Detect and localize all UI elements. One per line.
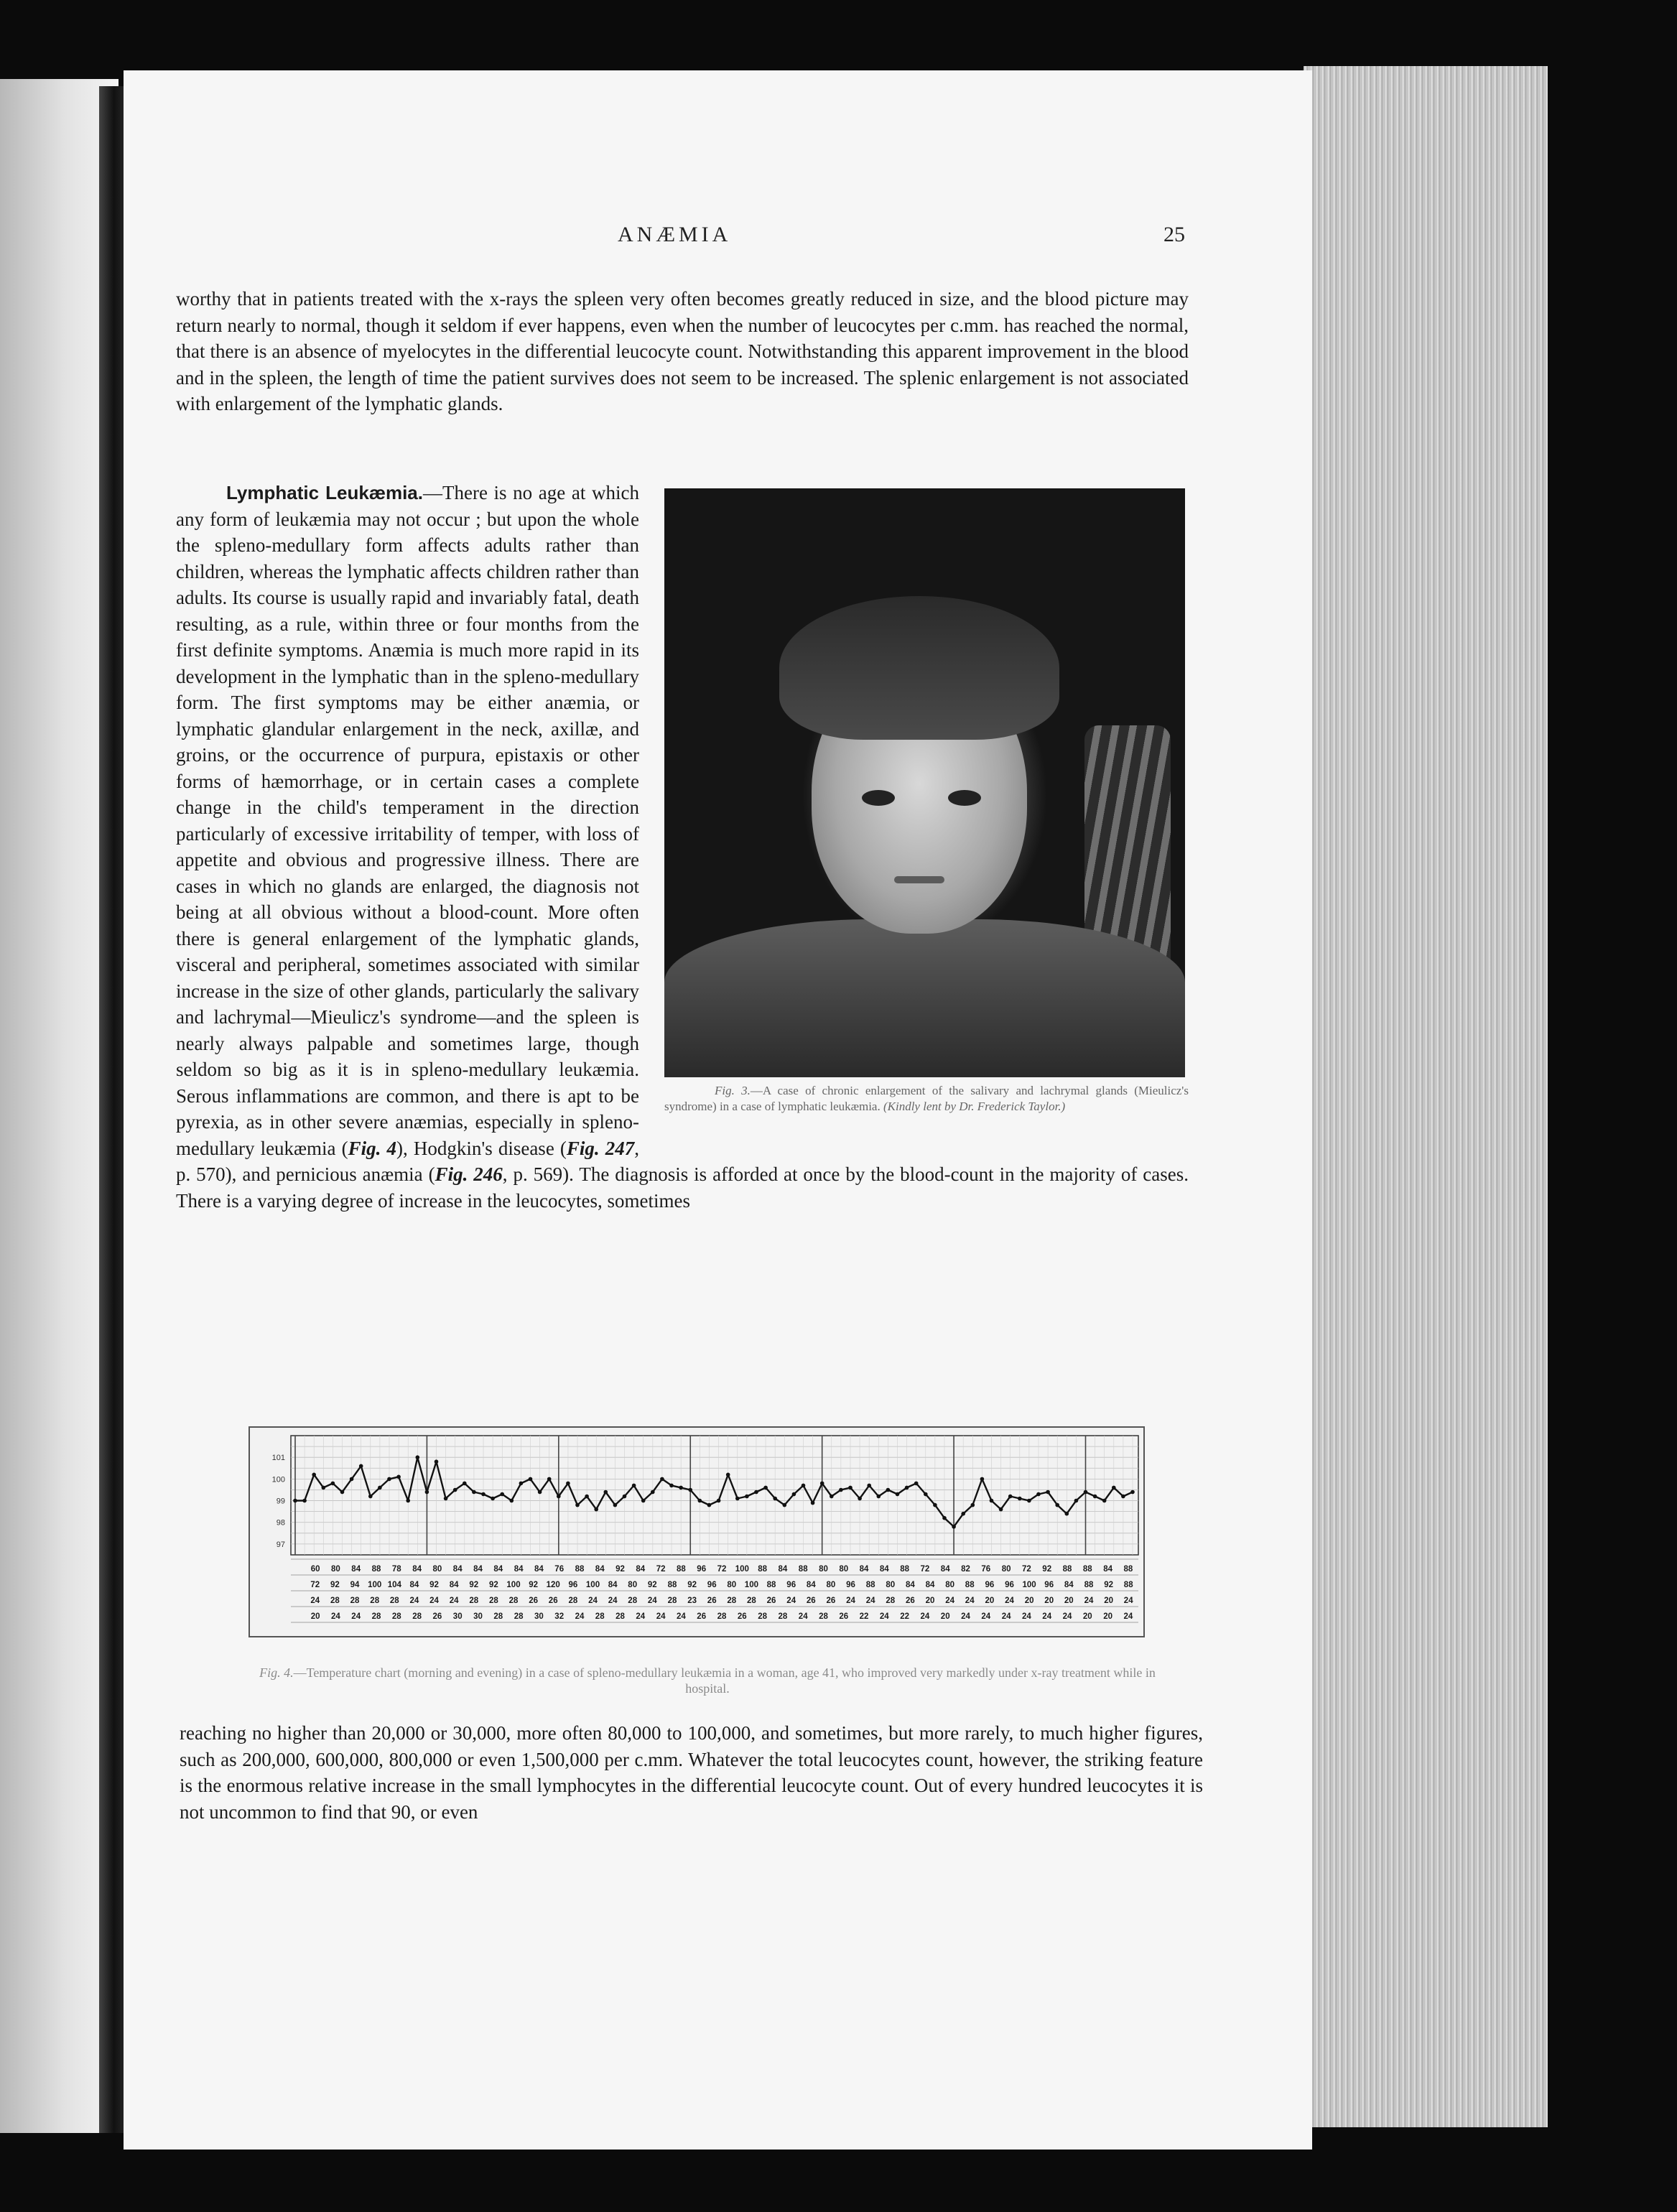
- running-head: ANÆMIA: [618, 223, 732, 246]
- table-cell: 28: [778, 1612, 788, 1621]
- data-point: [557, 1495, 561, 1499]
- table-cell: 88: [965, 1581, 975, 1589]
- table-cell: 28: [412, 1612, 422, 1621]
- table-cell: 26: [839, 1612, 849, 1621]
- data-point: [999, 1507, 1003, 1512]
- temperature-chart-svg: [248, 1426, 1146, 1641]
- data-point: [519, 1482, 524, 1486]
- table-cell: 26: [548, 1597, 558, 1605]
- table-cell: 24: [1022, 1612, 1031, 1621]
- table-cell: 92: [429, 1581, 439, 1589]
- figure-3-caption-label: Fig. 3.: [715, 1084, 751, 1097]
- figure-4-caption-text: —Temperature chart (morning and evening) in a case of spleno-medullary leukæmia in a woman, age 41, who improved very markedly under x-ray treatment while in hospital.: [293, 1665, 1156, 1696]
- data-point: [1008, 1495, 1013, 1499]
- table-cell: 24: [331, 1612, 340, 1621]
- data-point: [613, 1503, 618, 1507]
- y-tick-label: 100: [271, 1475, 285, 1484]
- table-cell: 26: [737, 1612, 747, 1621]
- table-cell: 28: [667, 1597, 677, 1605]
- table-cell: 92: [687, 1581, 697, 1589]
- table-cell: 84: [1103, 1565, 1112, 1574]
- table-cell: 88: [766, 1581, 776, 1589]
- data-point: [783, 1503, 787, 1507]
- table-cell: 92: [489, 1581, 498, 1589]
- table-cell: 24: [1084, 1597, 1094, 1605]
- table-cell: 22: [900, 1612, 909, 1621]
- table-cell: 24: [786, 1597, 796, 1605]
- table-cell: 92: [469, 1581, 479, 1589]
- table-cell: 28: [628, 1597, 638, 1605]
- data-point: [293, 1499, 297, 1503]
- book-gutter: [99, 86, 124, 2133]
- table-cell: 20: [310, 1612, 320, 1621]
- table-cell: 80: [432, 1565, 442, 1574]
- table-cell: 88: [677, 1565, 686, 1574]
- table-cell: 24: [575, 1612, 585, 1621]
- table-cell: 96: [1005, 1581, 1014, 1589]
- figure-3: [664, 488, 1189, 1149]
- data-point: [792, 1492, 796, 1497]
- table-cell: 24: [1005, 1597, 1014, 1605]
- data-point: [688, 1488, 692, 1492]
- page-number: 25: [1163, 223, 1185, 246]
- table-cell: 84: [409, 1581, 419, 1589]
- table-cell: 24: [449, 1597, 459, 1605]
- data-point: [575, 1503, 580, 1507]
- data-point: [378, 1486, 382, 1490]
- data-point: [763, 1486, 768, 1490]
- paragraph-2-seg-2: , p. 570), and pernicious anæmia (: [176, 1137, 640, 1185]
- data-point: [660, 1477, 664, 1482]
- data-point: [726, 1473, 730, 1477]
- data-point: [359, 1464, 363, 1469]
- table-cell: 28: [819, 1612, 828, 1621]
- data-point: [877, 1495, 881, 1499]
- data-point: [1112, 1486, 1116, 1490]
- table-cell: 24: [608, 1597, 618, 1605]
- table-cell: 76: [554, 1565, 565, 1574]
- table-cell: 28: [727, 1597, 737, 1605]
- table-cell: 28: [370, 1597, 380, 1605]
- table-cell: 20: [925, 1597, 935, 1605]
- fig-ref-247: Fig. 247: [566, 1137, 635, 1159]
- table-cell: 80: [727, 1581, 737, 1589]
- data-point: [302, 1499, 307, 1503]
- table-cell: 84: [534, 1565, 544, 1574]
- table-cell: 26: [529, 1597, 538, 1605]
- table-cell: 84: [806, 1581, 816, 1589]
- table-cell: 82: [961, 1565, 970, 1574]
- table-cell: 24: [1001, 1612, 1011, 1621]
- table-cell: 80: [839, 1565, 849, 1574]
- table-cell: 88: [1123, 1581, 1133, 1589]
- table-cell: 24: [846, 1597, 855, 1605]
- table-cell: 24: [865, 1597, 875, 1605]
- data-point: [924, 1492, 928, 1497]
- table-cell: 24: [1062, 1612, 1072, 1621]
- table-cell: 84: [925, 1581, 935, 1589]
- table-cell: 28: [330, 1597, 340, 1605]
- table-cell: 26: [806, 1597, 816, 1605]
- table-cell: 28: [886, 1597, 896, 1605]
- table-cell: 28: [595, 1612, 605, 1621]
- table-cell: 26: [766, 1597, 776, 1605]
- data-point: [669, 1484, 674, 1488]
- table-cell: 88: [371, 1565, 381, 1574]
- table-cell: 20: [1103, 1612, 1112, 1621]
- table-cell: 96: [697, 1565, 707, 1574]
- table-cell: 96: [846, 1581, 855, 1589]
- table-cell: 24: [636, 1612, 646, 1621]
- table-cell: 24: [945, 1597, 954, 1605]
- data-point: [340, 1490, 345, 1495]
- table-cell: 72: [1022, 1565, 1031, 1574]
- table-cell: 72: [920, 1565, 930, 1574]
- table-cell: 28: [371, 1612, 381, 1621]
- paragraph-2-seg-1: ), Hodgkin's disease (: [396, 1137, 567, 1159]
- table-cell: 28: [747, 1597, 756, 1605]
- table-cell: 100: [735, 1565, 749, 1574]
- table-cell: 24: [656, 1612, 666, 1621]
- table-cell: 26: [707, 1597, 717, 1605]
- table-cell: 20: [1104, 1597, 1113, 1605]
- table-cell: 28: [391, 1612, 401, 1621]
- table-cell: 88: [1084, 1581, 1094, 1589]
- table-cell: 72: [717, 1565, 727, 1574]
- table-cell: 88: [798, 1565, 808, 1574]
- table-cell: 96: [786, 1581, 796, 1589]
- table-cell: 88: [667, 1581, 677, 1589]
- table-cell: 20: [940, 1612, 950, 1621]
- y-tick-label: 97: [276, 1540, 285, 1549]
- table-cell: 24: [1123, 1597, 1133, 1605]
- figure-4-caption: [259, 1665, 1156, 1696]
- table-cell: 24: [965, 1597, 975, 1605]
- data-point: [858, 1497, 862, 1501]
- data-point: [387, 1477, 391, 1482]
- data-point: [1018, 1497, 1022, 1501]
- table-cell: 84: [595, 1565, 605, 1574]
- table-cell: 88: [865, 1581, 875, 1589]
- data-point: [802, 1484, 806, 1488]
- table-cell: 30: [452, 1612, 463, 1621]
- data-point: [472, 1490, 476, 1495]
- table-cell: 104: [387, 1581, 401, 1589]
- data-point: [396, 1475, 401, 1479]
- table-cell: 28: [493, 1612, 503, 1621]
- table-cell: 96: [707, 1581, 717, 1589]
- data-point: [952, 1525, 956, 1529]
- table-cell: 30: [534, 1612, 544, 1621]
- data-point: [914, 1482, 919, 1486]
- table-cell: 20: [1082, 1612, 1092, 1621]
- figure-3-photo: [664, 488, 1185, 1077]
- table-cell: 88: [1062, 1565, 1072, 1574]
- table-cell: 80: [826, 1581, 836, 1589]
- table-cell: 92: [330, 1581, 340, 1589]
- table-cell: 84: [1064, 1581, 1074, 1589]
- data-point: [905, 1486, 909, 1490]
- table-cell: 28: [568, 1597, 578, 1605]
- data-point: [491, 1497, 495, 1501]
- data-point: [830, 1495, 834, 1499]
- data-point: [1102, 1499, 1107, 1503]
- table-cell: 84: [778, 1565, 788, 1574]
- table-cell: 24: [310, 1597, 320, 1605]
- table-cell: 26: [697, 1612, 707, 1621]
- data-point: [416, 1455, 420, 1459]
- y-tick-label: 101: [271, 1454, 285, 1463]
- data-point: [971, 1503, 975, 1507]
- table-cell: 94: [350, 1581, 360, 1589]
- data-point: [322, 1486, 326, 1490]
- table-cell: 88: [1123, 1565, 1133, 1574]
- table-cell: 78: [391, 1565, 401, 1574]
- table-cell: 84: [473, 1565, 483, 1574]
- table-cell: 22: [859, 1612, 869, 1621]
- table-cell: 72: [310, 1581, 320, 1589]
- data-point: [773, 1497, 777, 1501]
- table-cell: 92: [1104, 1581, 1113, 1589]
- data-point: [707, 1503, 712, 1507]
- paragraph-2-text: —There is no age at which any form of leukæmia may not occur ; but upon the whole the spleno-medullary form affects adults rather than children, whereas the lymphatic affects children rather than adults. Its course is usually rapid and invariably fatal, death resulting, as a rule, within three or four months from the first definite symptoms. Anæmia is much more rapid in its development in the lymphatic than in the spleno-medullary form. The first symptoms may be either anæmia, or lymphatic glandular enlargement in the neck, axillæ, and groins, or the occurrence of purpura, epistaxis or other forms of hæmorrhage, or in certain cases a complete change in the child's temperament in the direction particularly of excessive irritability of temper, with loss of appetite and obvious and progressive illness. There are cases in which no glands are enlarged, the diagnosis not being at all obvious without a blood-count. More often there is general enlargement of the lymphatic glands, visceral and peripheral, sometimes associated with similar increase in the size of other glands, particularly the salivary and lachrymal—Mieulicz's syndrome—and the spleen is nearly always palpable and sometimes large, though seldom so big as it is in spleno-medullary leukæmia. Serous inflammations are common, and there is apt to be pyrexia, as in other severe anæmias, especially in spleno-medullary leukæmia (: [176, 482, 639, 1159]
- data-point: [820, 1482, 824, 1486]
- table-cell: 28: [508, 1597, 519, 1605]
- data-point: [594, 1507, 598, 1512]
- table-cell: 28: [514, 1612, 524, 1621]
- data-point: [331, 1482, 335, 1486]
- table-cell: 28: [469, 1597, 479, 1605]
- data-point: [1036, 1492, 1041, 1497]
- table-cell: 84: [351, 1565, 361, 1574]
- table-cell: 24: [1042, 1612, 1052, 1621]
- data-point: [886, 1488, 891, 1492]
- section-heading-lymphatic-leukaemia: Lymphatic Leukæmia.: [226, 482, 423, 503]
- data-point: [538, 1490, 542, 1495]
- table-cell: 24: [429, 1597, 439, 1605]
- table-cell: 24: [677, 1612, 686, 1621]
- table-cell: 26: [826, 1597, 836, 1605]
- table-cell: 120: [546, 1581, 560, 1589]
- data-point: [1130, 1490, 1135, 1495]
- table-cell: 100: [744, 1581, 758, 1589]
- data-point: [1121, 1495, 1125, 1499]
- table-cell: 80: [819, 1565, 828, 1574]
- page-block-edges: [1304, 66, 1548, 2127]
- table-cell: 84: [940, 1565, 950, 1574]
- data-point: [510, 1499, 514, 1503]
- table-cell: 84: [608, 1581, 618, 1589]
- paragraph-2: [176, 480, 1189, 1214]
- data-point: [990, 1499, 994, 1503]
- table-cell: 84: [449, 1581, 459, 1589]
- data-point: [679, 1486, 683, 1490]
- table-cell: 24: [647, 1597, 657, 1605]
- table-cell: 84: [412, 1565, 422, 1574]
- table-cell: 24: [981, 1612, 991, 1621]
- data-point: [980, 1477, 985, 1482]
- data-point: [867, 1484, 871, 1488]
- table-cell: 24: [1123, 1612, 1133, 1621]
- table-cell: 60: [310, 1565, 320, 1574]
- data-point: [604, 1490, 608, 1495]
- data-point: [435, 1459, 439, 1464]
- table-cell: 20: [985, 1597, 995, 1605]
- data-point: [529, 1477, 533, 1482]
- y-tick-label: 98: [276, 1518, 285, 1528]
- table-cell: 26: [432, 1612, 442, 1621]
- data-point: [717, 1499, 721, 1503]
- table-cell: 96: [1044, 1581, 1054, 1589]
- data-point: [933, 1503, 937, 1507]
- data-point: [1093, 1495, 1097, 1499]
- table-cell: 24: [798, 1612, 808, 1621]
- table-cell: 80: [1001, 1565, 1011, 1574]
- paragraph-2-seg-3: , p. 569). The diagnosis is afforded at once by the blood-count in the majority of cases. There is a varying degree of increase in the leucocytes, sometimes: [176, 1163, 1189, 1212]
- table-cell: 20: [1044, 1597, 1054, 1605]
- table-cell: 80: [886, 1581, 896, 1589]
- data-point: [623, 1495, 627, 1499]
- fig-ref-4: Fig. 4: [348, 1137, 397, 1159]
- table-cell: 24: [879, 1612, 889, 1621]
- data-point: [632, 1484, 636, 1488]
- table-cell: 20: [1064, 1597, 1074, 1605]
- data-point: [312, 1473, 316, 1477]
- table-cell: 88: [1082, 1565, 1092, 1574]
- data-point: [463, 1482, 467, 1486]
- data-point: [1065, 1512, 1069, 1516]
- table-cell: 100: [1022, 1581, 1036, 1589]
- data-point: [1027, 1499, 1031, 1503]
- table-cell: 26: [906, 1597, 915, 1605]
- table-cell: 100: [585, 1581, 600, 1589]
- table-cell: 28: [615, 1612, 625, 1621]
- data-point: [811, 1501, 815, 1505]
- table-cell: 92: [647, 1581, 657, 1589]
- table-cell: 96: [985, 1581, 995, 1589]
- data-point: [896, 1492, 900, 1497]
- data-point: [425, 1490, 429, 1495]
- figure-4-caption-label: Fig. 4.: [259, 1665, 294, 1680]
- table-cell: 24: [961, 1612, 970, 1621]
- table-cell: 96: [568, 1581, 578, 1589]
- table-cell: 28: [489, 1597, 498, 1605]
- table-cell: 88: [758, 1565, 767, 1574]
- table-cell: 100: [368, 1581, 382, 1589]
- table-cell: 84: [879, 1565, 889, 1574]
- figure-3-credit: (Kindly lent by Dr. Frederick Taylor.): [883, 1100, 1066, 1113]
- data-point: [961, 1512, 965, 1516]
- data-point: [1055, 1503, 1059, 1507]
- table-cell: 28: [717, 1612, 727, 1621]
- data-point: [444, 1497, 448, 1501]
- data-point: [745, 1495, 749, 1499]
- y-tick-label: 99: [276, 1497, 285, 1506]
- data-point: [735, 1497, 740, 1501]
- paragraph-3: reaching no higher than 20,000 or 30,000, more often 80,000 to 100,000, and sometimes, but more rarely, to much higher figures, such as 200,000, 600,000, 800,000 or even 1,500,000 per c.mm. Whatever the total leucocytes count, however, the striking feature is the enormous relative increase in the small lymphocytes in the differential leucocyte count. Out of every hundred leucocytes it is not uncommon to find that 90, or even: [180, 1722, 1203, 1823]
- table-cell: 80: [331, 1565, 340, 1574]
- data-point: [350, 1477, 354, 1482]
- table-cell: 84: [859, 1565, 869, 1574]
- table-cell: 88: [900, 1565, 909, 1574]
- table-cell: 28: [350, 1597, 360, 1605]
- data-point: [848, 1486, 853, 1490]
- table-cell: 84: [906, 1581, 915, 1589]
- data-point: [1074, 1499, 1079, 1503]
- figure-3-caption-text: —A case of chronic enlargement of the salivary and lachrymal glands (Mieulicz's syndrome) in a case of lymphatic leukæmia.: [664, 1084, 1189, 1113]
- table-cell: 92: [529, 1581, 538, 1589]
- data-point: [651, 1490, 655, 1495]
- table-cell: 84: [514, 1565, 524, 1574]
- table-cell: 24: [588, 1597, 598, 1605]
- data-point: [1084, 1490, 1088, 1495]
- table-cell: 92: [1042, 1565, 1052, 1574]
- table-cell: 28: [758, 1612, 767, 1621]
- data-point: [566, 1482, 570, 1486]
- data-point: [754, 1490, 758, 1495]
- data-point: [481, 1492, 486, 1497]
- table-cell: 80: [628, 1581, 638, 1589]
- table-cell: 84: [636, 1565, 646, 1574]
- table-cell: 24: [351, 1612, 361, 1621]
- table-cell: 72: [656, 1565, 666, 1574]
- data-point: [698, 1499, 702, 1503]
- table-cell: 92: [615, 1565, 625, 1574]
- temperature-chart: [248, 1426, 1146, 1641]
- table-cell: 100: [506, 1581, 521, 1589]
- table-cell: 24: [409, 1597, 419, 1605]
- data-point: [500, 1492, 504, 1497]
- data-point: [406, 1499, 410, 1503]
- table-cell: 28: [389, 1597, 399, 1605]
- table-cell: 23: [687, 1597, 697, 1605]
- table-cell: 24: [920, 1612, 930, 1621]
- data-point: [585, 1495, 589, 1499]
- chart-frame: [249, 1427, 1144, 1637]
- data-point: [453, 1488, 457, 1492]
- table-cell: 88: [575, 1565, 585, 1574]
- table-cell: 76: [981, 1565, 991, 1574]
- data-point: [641, 1499, 646, 1503]
- data-point: [1046, 1490, 1050, 1495]
- table-cell: 30: [473, 1612, 483, 1621]
- data-point: [942, 1516, 947, 1520]
- table-cell: 32: [554, 1612, 565, 1621]
- table-cell: 84: [452, 1565, 463, 1574]
- table-cell: 80: [945, 1581, 954, 1589]
- table-cell: 84: [493, 1565, 503, 1574]
- figure-3-caption: [664, 1083, 1189, 1115]
- data-point: [547, 1477, 552, 1482]
- data-point: [368, 1495, 373, 1499]
- table-cell: 20: [1024, 1597, 1034, 1605]
- paragraph-1: worthy that in patients treated with the x-rays the spleen very often becomes greatly reduced in size, and the blood picture may return nearly to normal, though it seldom if ever happens, even when the number of leucocytes per c.mm. has reached the normal, that there is an absence of myelocytes in the differential leucocyte count. Notwithstanding this apparent improvement in the blood and in the spleen, the length of time the patient survives does not seem to be increased. The splenic enlargement is not associated with enlargement of the lymphatic glands.: [176, 288, 1189, 414]
- data-point: [839, 1488, 843, 1492]
- fig-ref-246: Fig. 246: [435, 1163, 503, 1185]
